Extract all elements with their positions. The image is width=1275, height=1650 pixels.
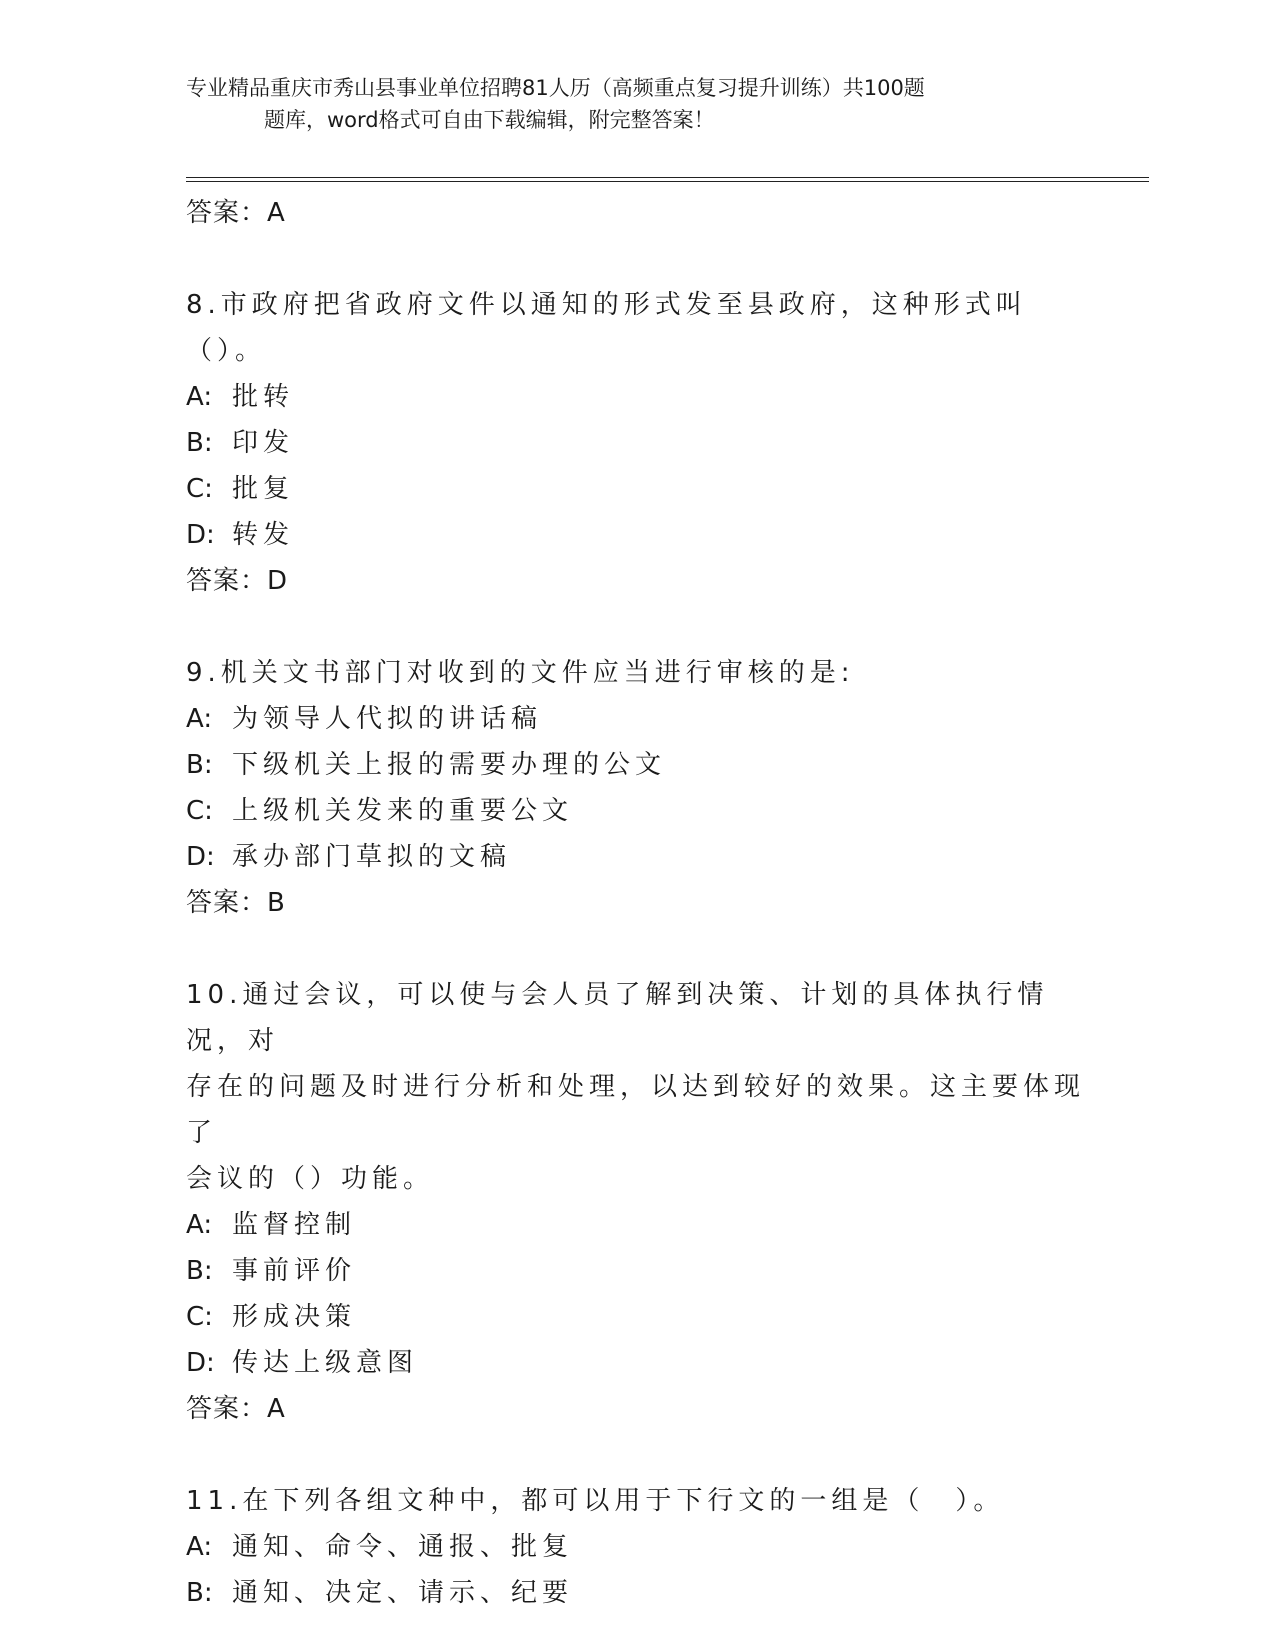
header-rule-top <box>186 177 1149 178</box>
header-rule-bottom <box>186 181 1149 182</box>
question-stem-line: 存在的问题及时进行分析和处理，以达到较好的效果。这主要体现了 <box>186 1072 1086 1148</box>
option-label: D: <box>186 842 215 872</box>
option-text: 印发 <box>232 428 295 458</box>
option-text: 批复 <box>232 474 295 504</box>
option-d <box>186 834 1086 880</box>
option-text: 上级机关发来的重要公文 <box>232 796 574 826</box>
answer-value: A <box>267 198 286 228</box>
option-text: 监督控制 <box>232 1210 357 1240</box>
option-label: A: <box>186 1210 213 1240</box>
option-text: 通知、命令、通报、批复 <box>232 1532 574 1562</box>
option-c <box>186 1294 1086 1340</box>
document-header <box>186 72 1086 136</box>
option-a <box>186 696 1086 742</box>
header-title-line-1: 专业精品重庆市秀山县事业单位招聘81人历（高频重点复习提升训练）共100题 <box>186 76 925 100</box>
option-b <box>186 1248 1086 1294</box>
answer-value: B <box>267 888 286 918</box>
option-text: 事前评价 <box>232 1256 357 1286</box>
document-body <box>186 190 1086 1616</box>
option-text: 承办部门草拟的文稿 <box>232 842 512 872</box>
option-text: 形成决策 <box>232 1302 357 1332</box>
answer-prefix: 答案： <box>186 566 268 596</box>
answer-line <box>186 880 1086 926</box>
question-stem-line: 会议的（）功能。 <box>186 1164 435 1194</box>
question-stem: 9.机关文书部门对收到的文件应当进行审核的是: <box>186 658 855 688</box>
question-stem: 11.在下列各组文种中，都可以用于下行文的一组是（ ）。 <box>186 1486 1005 1516</box>
option-d <box>186 1340 1086 1386</box>
option-label: A: <box>186 1532 213 1562</box>
answer-value: A <box>267 1394 286 1424</box>
option-a <box>186 1524 1086 1570</box>
question-stem: 8.市政府把省政府文件以通知的形式发至县政府，这种形式叫（）。 <box>186 290 1027 366</box>
answer-line <box>186 190 1086 236</box>
answer-prefix: 答案： <box>186 198 268 228</box>
option-label: D: <box>186 1348 215 1378</box>
option-label: A: <box>186 382 213 412</box>
option-label: B: <box>186 750 213 780</box>
option-label: A: <box>186 704 213 734</box>
question-stem-line: 10.通过会议，可以使与会人员了解到决策、计划的具体执行情况，对 <box>186 980 1049 1056</box>
option-a <box>186 374 1086 420</box>
answer-line <box>186 1386 1086 1432</box>
option-text: 下级机关上报的需要办理的公文 <box>232 750 667 780</box>
option-label: B: <box>186 1578 213 1608</box>
option-text: 通知、决定、请示、纪要 <box>232 1578 574 1608</box>
answer-prefix: 答案： <box>186 1394 268 1424</box>
option-b <box>186 1570 1086 1616</box>
option-b <box>186 742 1086 788</box>
answer-line <box>186 558 1086 604</box>
option-label: C: <box>186 796 213 826</box>
option-label: C: <box>186 474 213 504</box>
option-c <box>186 466 1086 512</box>
option-text: 转发 <box>232 520 295 550</box>
option-text: 批转 <box>232 382 295 412</box>
option-a <box>186 1202 1086 1248</box>
option-label: D: <box>186 520 215 550</box>
option-text: 传达上级意图 <box>232 1348 419 1378</box>
answer-value: D <box>267 566 289 596</box>
option-b <box>186 420 1086 466</box>
header-title-line-2: 题库，word格式可自由下载编辑，附完整答案！ <box>264 108 715 132</box>
option-label: B: <box>186 428 213 458</box>
option-text: 为领导人代拟的讲话稿 <box>232 704 543 734</box>
answer-prefix: 答案： <box>186 888 268 918</box>
option-label: B: <box>186 1256 213 1286</box>
option-d <box>186 512 1086 558</box>
option-label: C: <box>186 1302 213 1332</box>
option-c <box>186 788 1086 834</box>
